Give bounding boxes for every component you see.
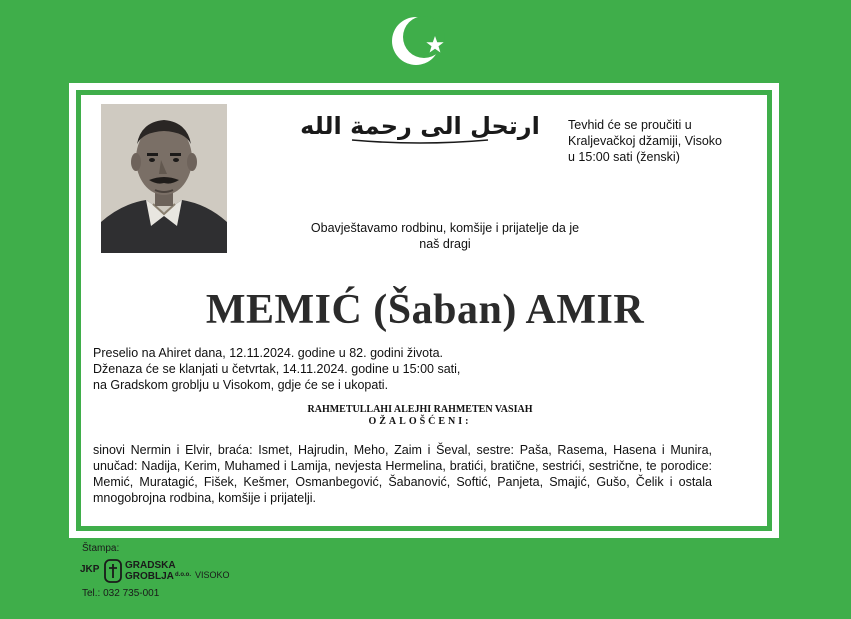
crescent-and-star-icon (390, 10, 450, 70)
printer-label: Štampa: (82, 543, 120, 554)
announcement-line: u 15:00 sati (ženski) (568, 150, 680, 164)
intro-line: Obavještavamo rodbinu, komšije i prijatelje da je (310, 221, 580, 235)
rahmet-text: RAHMETULLAHI ALEJHI RAHMETEN VASIAH (307, 404, 533, 415)
logo-doo: d.o.o. (175, 572, 191, 578)
funeral-details (93, 345, 513, 393)
details-line: Dženaza će se klanjati u četvrtak, 14.11.2024. godine u 15:00 sati, (93, 362, 461, 376)
intro-text (290, 220, 600, 252)
gradska-groblja-logo-icon (104, 559, 122, 583)
logo-name-line2: GROBLJA (125, 571, 174, 582)
calligraphy-glyphs: ارتحل الى رحمة الله (300, 112, 540, 140)
logo-jkp: JKP (80, 564, 100, 575)
intro-line: naš dragi (419, 237, 471, 251)
announcement-line: Kraljevačkoj džamiji, Visoko (568, 134, 722, 148)
prayer-heading (220, 404, 620, 428)
logo-name (125, 560, 176, 582)
mourners-list: sinovi Nermin i Elvir, braća: Ismet, Hajrudin, Meho, Zaim i Ševal, sestre: Paša, Rasema, Hasena i Munira, unučad: Nadija, Kerim, Muhamed i Lamija, nevjesta Hermelina, bratići, bratične, sestrići, sestrične, te porodice: Memić, Muratagić, Fišek, Kešmer, Osmanbegović, Šabanović, Softić, Panjeta, Smajić, Gušo, Čelik i ostala mnogobrojna rodbina, komšije i prijatelji. (93, 443, 712, 505)
mourners-title: OŽALOŠĆENI: (368, 416, 472, 427)
printer-phone: Tel.: 032 735-001 (82, 588, 160, 599)
details-line: Preselio na Ahiret dana, 12.11.2024. godine u 82. godini života. (93, 346, 444, 360)
details-line: na Gradskom groblju u Visokom, gdje će se i ukopati. (93, 378, 389, 392)
arabic-calligraphy-image (300, 100, 540, 148)
announcement-line: Tevhid će se proučiti u (568, 118, 692, 132)
logo-city: VISOKO (195, 570, 230, 580)
printer-logo (80, 558, 240, 584)
logo-name-line1: GRADSKA (125, 560, 176, 571)
tevhid-announcement (568, 117, 768, 165)
deceased-name: MEMIĆ (Šaban) AMIR (205, 287, 645, 333)
deceased-portrait-photo (101, 104, 227, 253)
